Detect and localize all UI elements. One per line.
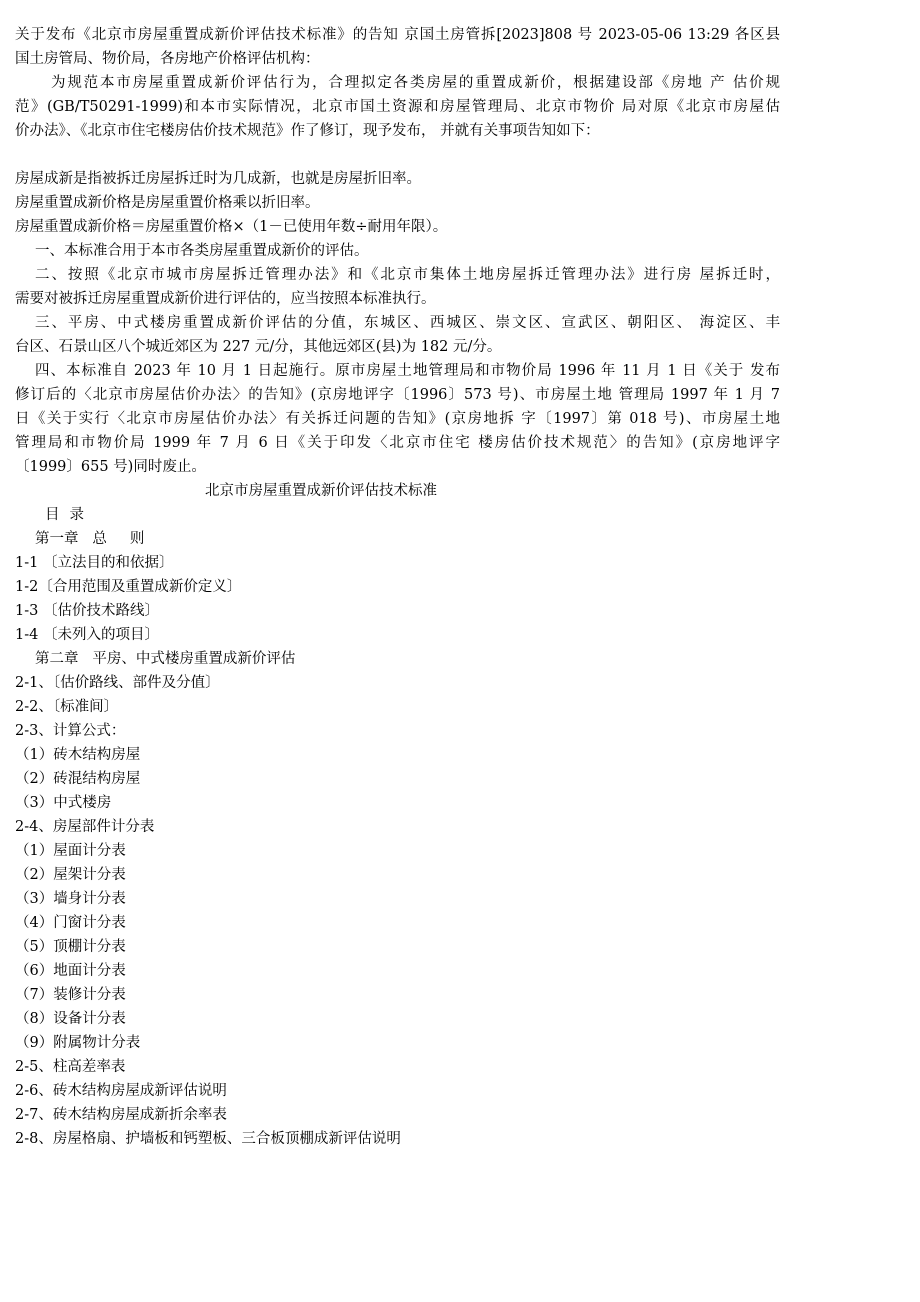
intro-paragraph-line: 价办法》、《北京市住宅楼房估价技术规范》作了修订，现予发布， 并就有关事项告知如下： bbox=[15, 123, 600, 139]
toc-item: 1-2〔合用范围及重置成新价定义〕 bbox=[15, 579, 242, 595]
toc-item: （3）中式楼房 bbox=[15, 795, 112, 811]
toc-item: 2-7、砖木结构房屋成新折余率表 bbox=[15, 1107, 227, 1123]
toc-item: 2-5、柱高差率表 bbox=[15, 1059, 126, 1075]
toc-item: （5）顶棚计分表 bbox=[15, 939, 126, 955]
toc-item: 2-1、〔估价路线、部件及分值〕 bbox=[15, 675, 220, 691]
definition-line: 房屋重置成新价格是房屋重置价格乘以折旧率。 bbox=[15, 195, 320, 211]
toc-item: （3）墙身计分表 bbox=[15, 891, 126, 907]
standard-title: 北京市房屋重置成新价评估技术标准 bbox=[205, 483, 437, 499]
notice-item-4-line: 四、本标准自 2023 年 10 月 1 日起施行。原市房屋土地管理局和市物价局 1996 年 11 月 1 日《关于 发布 bbox=[35, 363, 780, 379]
intro-paragraph-line: 为规范本市房屋重置成新价评估行为，合理拟定各类房屋的重置成新价，根据建设部《房地 产 估价规 bbox=[51, 75, 780, 91]
notice-item-4-line: 修订后的〈北京市房屋估价办法〉的告知》(京房地评字〔1996〕573 号)、市房屋土地 管理局 1997 年 1 月 7 bbox=[15, 387, 780, 403]
toc-item: 2-6、砖木结构房屋成新评估说明 bbox=[15, 1083, 227, 1099]
toc-item: 1-3 〔估价技术路线〕 bbox=[15, 603, 159, 619]
chapter-heading: 第一章 总 则 bbox=[35, 531, 145, 547]
notice-item-4-line: 日《关于实行〈北京市房屋估价办法〉有关拆迁问题的告知》(京房地拆 字〔1997〕第 018 号)、市房屋土地 bbox=[15, 411, 780, 427]
toc-heading: 目录 bbox=[45, 507, 94, 523]
intro-paragraph-line: 范》(GB/T50291-1999)和本市实际情况，北京市国土资源和房屋管理局、北京市物价 局对原《北京市房屋估 bbox=[15, 99, 780, 115]
toc-item: （6）地面计分表 bbox=[15, 963, 126, 979]
document-page bbox=[15, 23, 780, 1151]
toc-item: 1-4 〔未列入的项目〕 bbox=[15, 627, 159, 643]
toc-item: （8）设备计分表 bbox=[15, 1011, 126, 1027]
notice-item-2-line: 二、按照《北京市城市房屋拆迁管理办法》和《北京市集体土地房屋拆迁管理办法》进行房 屋拆迁时， bbox=[35, 267, 780, 283]
toc-item: （1）屋面计分表 bbox=[15, 843, 126, 859]
toc-item: 2-4、房屋部件计分表 bbox=[15, 819, 155, 835]
notice-header-line: 关于发布《北京市房屋重置成新价评估技术标准》的告知 京国土房管拆[2023]808 号 2023-05-06 13:29 各区县 bbox=[15, 27, 780, 43]
notice-item-3-line: 三、平房、中式楼房重置成新价评估的分值，东城区、西城区、崇文区、宣武区、朝阳区、 海淀区、丰 bbox=[35, 315, 780, 331]
toc-item: （9）附属物计分表 bbox=[15, 1035, 141, 1051]
notice-item-3-line: 台区、石景山区八个城近郊区为 227 元/分，其他远郊区(县)为 182 元/分。 bbox=[15, 339, 502, 355]
notice-item-4-line: 〔1999〕655 号)同时废止。 bbox=[15, 459, 206, 475]
toc-item: （4）门窗计分表 bbox=[15, 915, 126, 931]
chapter-heading: 第二章 平房、中式楼房重置成新价评估 bbox=[35, 651, 296, 667]
definition-line: 房屋成新是指被拆迁房屋拆迁时为几成新，也就是房屋折旧率。 bbox=[15, 171, 421, 187]
notice-item-1: 一、本标准合用于本市各类房屋重置成新价的评估。 bbox=[35, 243, 369, 259]
notice-item-2-line: 需要对被拆迁房屋重置成新价进行评估的，应当按照本标准执行。 bbox=[15, 291, 436, 307]
notice-item-4-line: 管理局和市物价局 1999 年 7 月 6 日《关于印发〈北京市住宅 楼房估价技术规范〉的告知》(京房地评字 bbox=[15, 435, 780, 451]
notice-header-line: 国土房管局、物价局，各房地产价格评估机构： bbox=[15, 51, 320, 67]
toc-item: 1-1 〔立法目的和依据〕 bbox=[15, 555, 174, 571]
toc-item: （7）装修计分表 bbox=[15, 987, 126, 1003]
blank-line bbox=[15, 143, 780, 167]
toc-item: 2-3、计算公式： bbox=[15, 723, 126, 739]
toc-item: （1）砖木结构房屋 bbox=[15, 747, 141, 763]
toc-item: （2）砖混结构房屋 bbox=[15, 771, 141, 787]
toc-item: 2-2、〔标准间〕 bbox=[15, 699, 119, 715]
toc-item: 2-8、房屋格扇、护墙板和钙塑板、三合板顶棚成新评估说明 bbox=[15, 1131, 401, 1147]
toc-item: （2）屋架计分表 bbox=[15, 867, 126, 883]
formula-line: 房屋重置成新价格＝房屋重置价格×（1－已使用年数÷耐用年限）。 bbox=[15, 219, 448, 235]
